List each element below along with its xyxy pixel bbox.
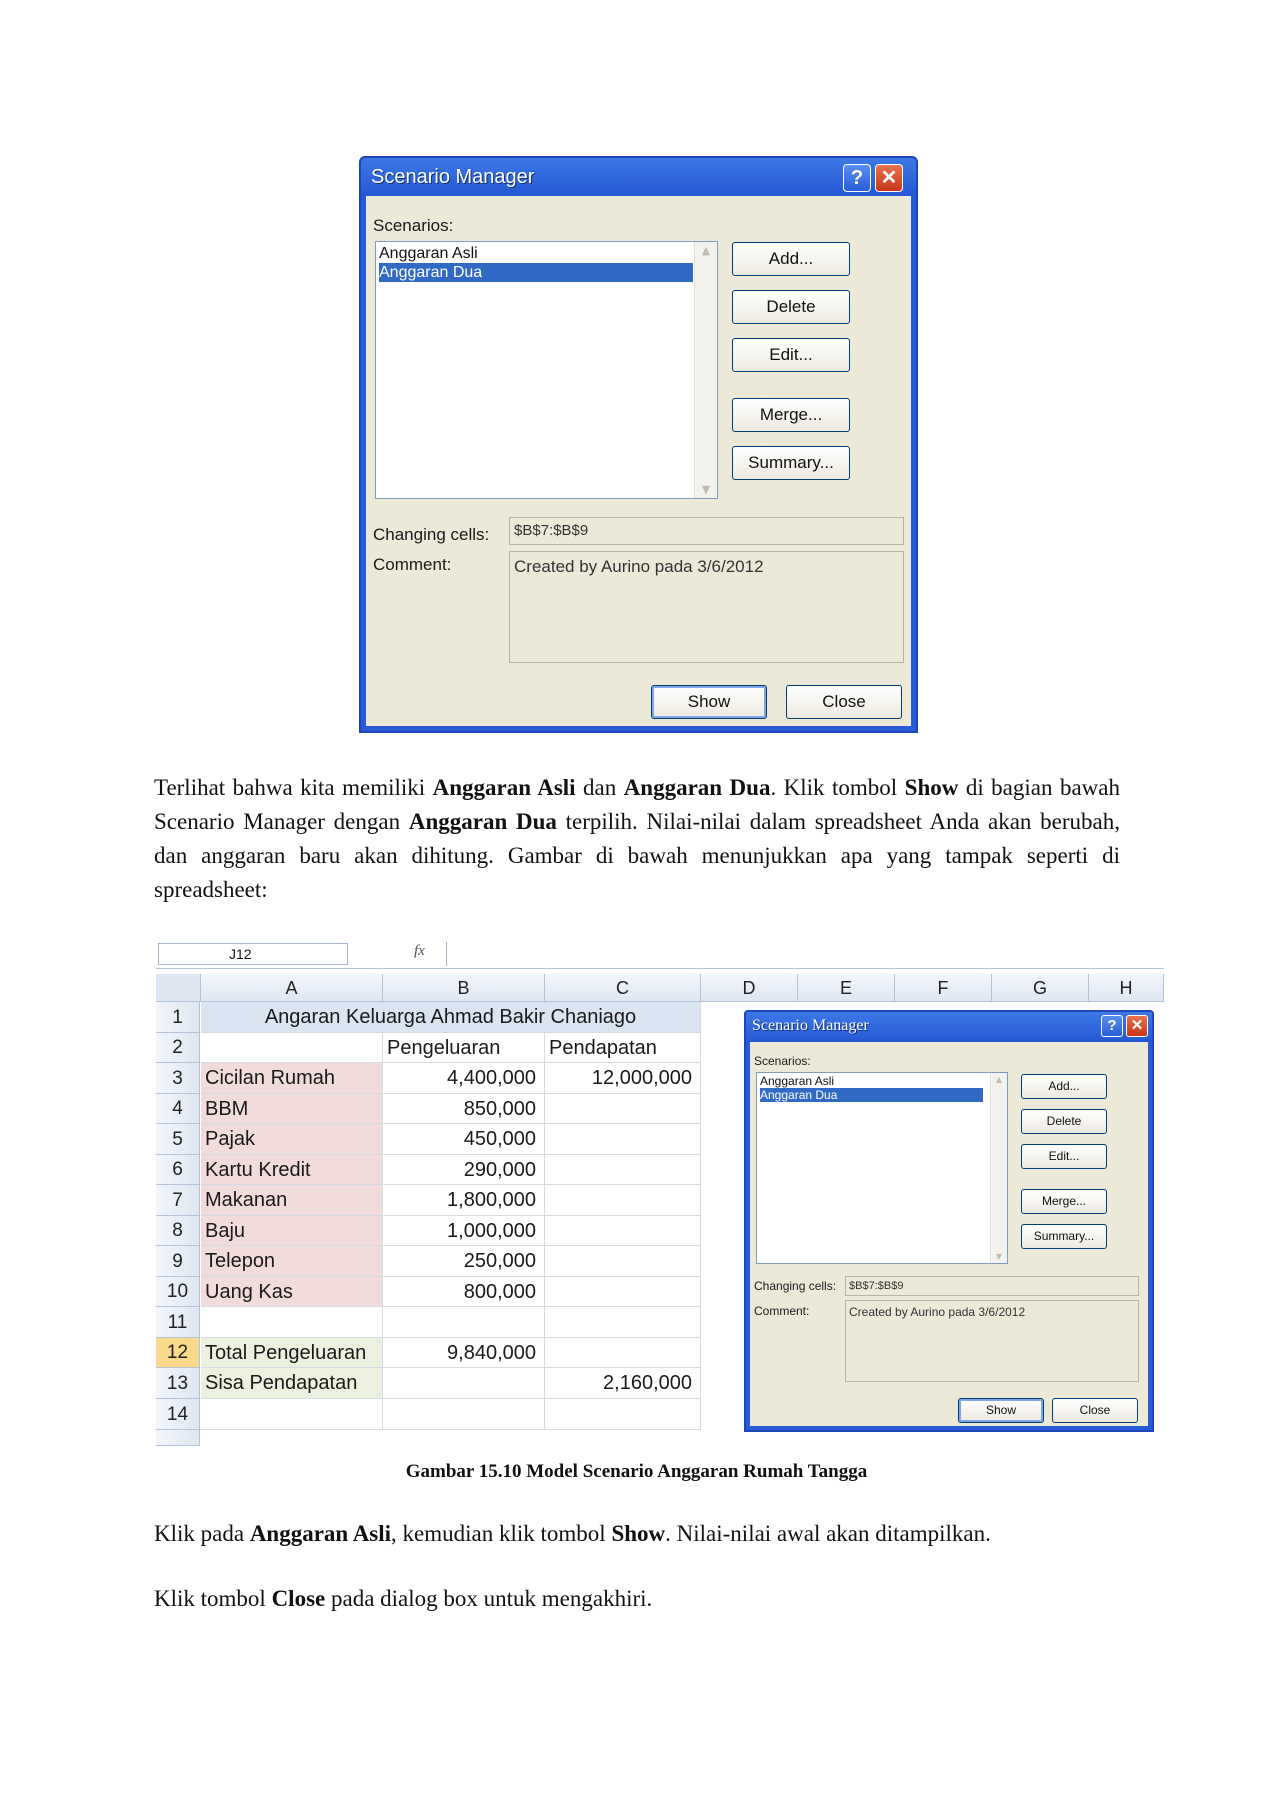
row-header[interactable]: 3 — [156, 1063, 200, 1094]
dialog-titlebar — [361, 158, 916, 196]
edit-button[interactable]: Edit... — [1021, 1144, 1107, 1169]
merge-button[interactable]: Merge... — [732, 398, 850, 432]
embedded-scenario-manager-dialog — [744, 1010, 1154, 1432]
listbox-scrollbar[interactable] — [694, 242, 717, 498]
comment-field[interactable]: Created by Aurino pada 3/6/2012 — [845, 1300, 1139, 1382]
row-header[interactable]: 1 — [156, 1002, 200, 1033]
name-box[interactable]: J12 — [158, 943, 348, 965]
text: Terlihat bahwa kita memiliki — [154, 775, 433, 800]
show-button[interactable]: Show — [651, 685, 767, 719]
cell[interactable]: 1,000,000 — [383, 1216, 545, 1246]
text: Klik tombol — [154, 1586, 272, 1611]
cell[interactable] — [545, 1185, 701, 1216]
cell[interactable] — [545, 1246, 701, 1277]
column-header-d[interactable]: D — [701, 974, 798, 1002]
bold-text: Close — [271, 1586, 326, 1611]
cell[interactable] — [545, 1094, 701, 1124]
cell[interactable]: 1,800,000 — [383, 1185, 545, 1216]
cell[interactable] — [383, 1368, 545, 1399]
text: Klik pada — [154, 1521, 250, 1546]
changing-cells-label: Changing cells: — [754, 1279, 837, 1293]
paragraph-show-original — [154, 1517, 1120, 1551]
row-header[interactable] — [156, 1430, 200, 1446]
embedded-dialog-body — [750, 1042, 1148, 1426]
delete-button[interactable]: Delete — [732, 290, 850, 324]
close-window-button[interactable]: ✕ — [875, 164, 903, 192]
add-button[interactable]: Add... — [1021, 1074, 1107, 1099]
row-header-active[interactable]: 12 — [156, 1338, 200, 1368]
changing-cells-field[interactable]: $B$7:$B$9 — [509, 517, 904, 545]
cell[interactable]: 450,000 — [383, 1124, 545, 1155]
scenario-item-selected[interactable]: Anggaran Dua — [379, 263, 693, 282]
edit-button[interactable]: Edit... — [732, 338, 850, 372]
bold-text: Anggaran Dua — [408, 809, 557, 834]
sheet-title-cell[interactable]: Angaran Keluarga Ahmad Bakir Chaniago — [201, 1002, 701, 1033]
dialog-title: Scenario Manager — [371, 166, 535, 188]
text: terpilih. Nilai-nilai dalam spreadsheet Anda akan berubah, dan anggaran baru akan dihitung. Gambar di bawah menunjukkan apa yang tampak seperti di spreadsheet: — [154, 809, 1120, 902]
cell[interactable] — [383, 1307, 545, 1338]
changing-cells-field[interactable]: $B$7:$B$9 — [845, 1276, 1139, 1296]
cell[interactable] — [545, 1277, 701, 1307]
cell[interactable]: BBM — [201, 1094, 383, 1124]
cell[interactable] — [545, 1216, 701, 1246]
scenarios-label: Scenarios: — [754, 1054, 811, 1068]
merge-button[interactable]: Merge... — [1021, 1189, 1107, 1214]
comment-label: Comment: — [373, 555, 452, 574]
scroll-up-icon[interactable]: ▲ — [701, 244, 711, 257]
cell[interactable] — [201, 1033, 383, 1063]
cell[interactable] — [545, 1399, 701, 1430]
column-header-e[interactable]: E — [798, 974, 895, 1002]
cell[interactable]: 12,000,000 — [545, 1063, 701, 1094]
column-header-a[interactable]: A — [201, 974, 383, 1002]
row-header[interactable]: 13 — [156, 1368, 200, 1399]
pengeluaran-header-cell[interactable]: Pengeluaran — [383, 1033, 545, 1063]
cell[interactable]: Baju — [201, 1216, 383, 1246]
summary-button[interactable]: Summary... — [1021, 1224, 1107, 1249]
cell[interactable]: 9,840,000 — [383, 1338, 545, 1368]
add-button[interactable]: Add... — [732, 242, 850, 276]
comment-field[interactable]: Created by Aurino pada 3/6/2012 — [509, 551, 904, 663]
cell[interactable]: Uang Kas — [201, 1277, 383, 1307]
cell[interactable]: Cicilan Rumah — [201, 1063, 383, 1094]
delete-button[interactable]: Delete — [1021, 1109, 1107, 1134]
changing-cells-label: Changing cells: — [373, 525, 490, 544]
pendapatan-header-cell[interactable]: Pendapatan — [545, 1033, 701, 1063]
cell[interactable]: 250,000 — [383, 1246, 545, 1277]
cell[interactable] — [545, 1307, 701, 1338]
summary-button[interactable]: Summary... — [732, 446, 850, 480]
show-button[interactable]: Show — [958, 1398, 1044, 1423]
cell[interactable]: 290,000 — [383, 1155, 545, 1185]
text: . Klik tombol — [770, 775, 905, 800]
cell[interactable] — [201, 1399, 383, 1430]
cell[interactable]: Pajak — [201, 1124, 383, 1155]
figure-caption: Gambar 15.10 Model Scenario Anggaran Rumah Tangga — [405, 1461, 868, 1482]
cell[interactable] — [545, 1124, 701, 1155]
text: dan — [575, 775, 624, 800]
row-header[interactable]: 6 — [156, 1155, 200, 1185]
scenario-manager-dialog — [359, 156, 918, 733]
cell[interactable]: Kartu Kredit — [201, 1155, 383, 1185]
cell[interactable]: 800,000 — [383, 1277, 545, 1307]
bold-text: Anggaran Asli — [249, 1521, 392, 1546]
row-header[interactable]: 2 — [156, 1033, 200, 1063]
cell[interactable] — [545, 1155, 701, 1185]
column-header-b[interactable]: B — [383, 974, 545, 1002]
row-header[interactable]: 7 — [156, 1185, 200, 1216]
scenarios-listbox[interactable] — [375, 241, 718, 499]
cell[interactable]: 2,160,000 — [545, 1368, 701, 1399]
select-all-corner[interactable] — [156, 974, 201, 1002]
row-header[interactable]: 8 — [156, 1216, 200, 1246]
scroll-down-icon[interactable]: ▼ — [995, 1252, 1003, 1261]
column-header-c[interactable]: C — [545, 974, 701, 1002]
text: , kemudian klik tombol — [391, 1521, 612, 1546]
row-header[interactable]: 9 — [156, 1246, 200, 1277]
bold-text: Show — [904, 775, 959, 800]
text: di bagian bawah Scenario Manager dengan — [154, 775, 1120, 834]
embedded-dialog-titlebar — [746, 1012, 1152, 1042]
listbox-scrollbar[interactable] — [990, 1073, 1007, 1263]
row-header[interactable]: 10 — [156, 1277, 200, 1307]
scenarios-listbox[interactable] — [756, 1072, 1008, 1264]
row-header[interactable]: 4 — [156, 1094, 200, 1124]
formula-bar — [156, 940, 1164, 969]
paragraph-intro — [154, 771, 1120, 907]
scenario-item-selected[interactable]: Anggaran Dua — [760, 1088, 983, 1102]
close-button[interactable]: Close — [1052, 1398, 1138, 1423]
cell[interactable]: Telepon — [201, 1246, 383, 1277]
close-window-button[interactable]: ✕ — [1126, 1015, 1148, 1037]
cell[interactable]: 850,000 — [383, 1094, 545, 1124]
row-header[interactable]: 11 — [156, 1307, 200, 1338]
divider — [446, 942, 447, 966]
cell[interactable] — [545, 1338, 701, 1368]
comment-label: Comment: — [754, 1304, 810, 1318]
help-button[interactable]: ? — [843, 164, 871, 192]
scroll-down-icon[interactable]: ▼ — [701, 483, 711, 496]
cell[interactable]: 4,400,000 — [383, 1063, 545, 1094]
text: . Nilai-nilai awal akan ditampilkan. — [665, 1521, 991, 1546]
scroll-up-icon[interactable]: ▲ — [995, 1075, 1003, 1084]
cell[interactable] — [201, 1307, 383, 1338]
scenario-item[interactable]: Anggaran Asli — [379, 245, 478, 262]
embedded-dialog-title: Scenario Manager — [752, 1017, 869, 1034]
cell[interactable]: Total Pengeluaran — [201, 1338, 383, 1368]
dialog-body — [366, 196, 911, 726]
bold-text: Anggaran Dua — [623, 775, 771, 800]
help-button[interactable]: ? — [1101, 1015, 1123, 1037]
column-header-h[interactable]: H — [1089, 974, 1164, 1002]
row-header[interactable]: 14 — [156, 1399, 200, 1430]
column-header-g[interactable]: G — [992, 974, 1089, 1002]
row-header[interactable]: 5 — [156, 1124, 200, 1155]
cell[interactable] — [383, 1399, 545, 1430]
close-button[interactable]: Close — [786, 685, 902, 719]
scenarios-label: Scenarios: — [373, 216, 454, 235]
bold-text: Show — [611, 1521, 666, 1546]
column-header-f[interactable]: F — [895, 974, 992, 1002]
cell[interactable]: Makanan — [201, 1185, 383, 1216]
cell[interactable]: Sisa Pendapatan — [201, 1368, 383, 1399]
paragraph-close — [154, 1582, 1120, 1616]
scenario-item[interactable]: Anggaran Asli — [760, 1074, 835, 1088]
fx-icon[interactable]: fx — [414, 943, 425, 959]
text: pada dialog box untuk mengakhiri. — [325, 1586, 653, 1611]
bold-text: Anggaran Asli — [432, 775, 576, 800]
